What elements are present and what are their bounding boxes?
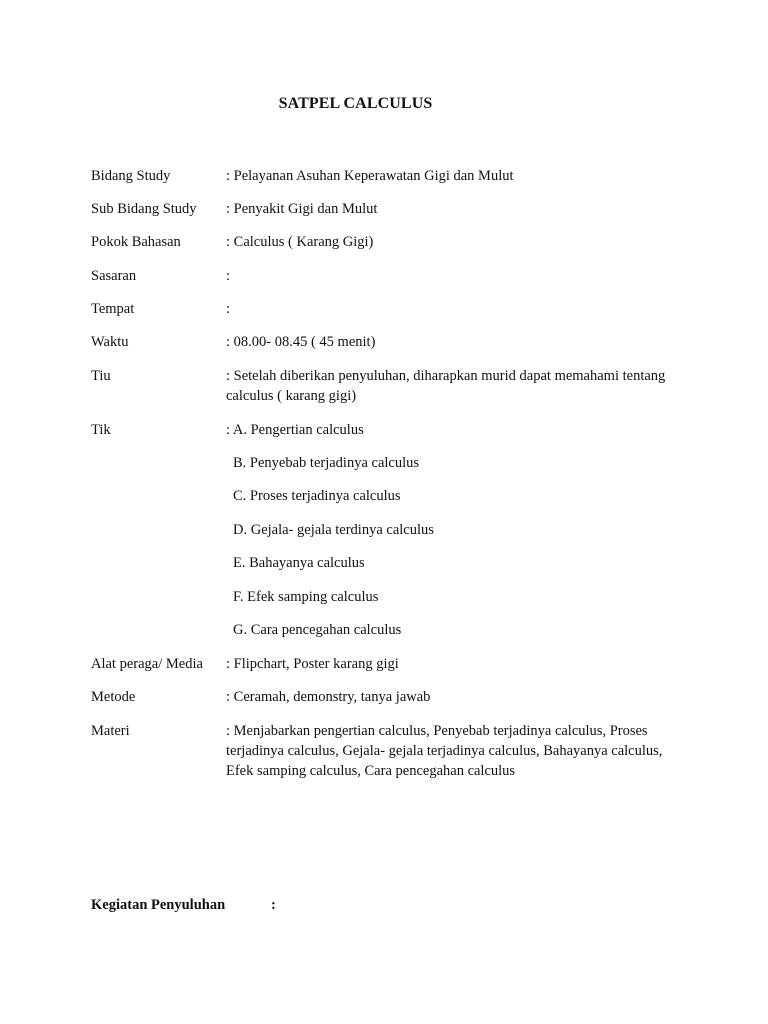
field-value: : Flipchart, Poster karang gigi bbox=[226, 656, 399, 672]
tik-list-item: E. Bahayanya calculus bbox=[233, 555, 365, 571]
field-label: Bidang Study bbox=[91, 168, 171, 184]
tik-list-item: F. Efek samping calculus bbox=[233, 589, 379, 605]
field-label: Alat peraga/ Media bbox=[91, 656, 203, 672]
field-label: Pokok Bahasan bbox=[91, 234, 181, 250]
field-value: : Calculus ( Karang Gigi) bbox=[226, 234, 374, 250]
field-value: : Penyakit Gigi dan Mulut bbox=[226, 201, 378, 217]
field-value: : Setelah diberikan penyuluhan, diharapkan murid dapat memahami tentang calculus ( karang gigi) bbox=[226, 368, 666, 404]
field-value: : Pelayanan Asuhan Keperawatan Gigi dan Mulut bbox=[226, 168, 514, 184]
field-value: : Ceramah, demonstry, tanya jawab bbox=[226, 689, 431, 705]
document-title: SATPEL CALCULUS bbox=[278, 95, 433, 112]
field-value: : Menjabarkan pengertian calculus, Penyebab terjadinya calculus, Proses terjadinya calculus, Gejala- gejala terjadinya calculus, Bahayanya calculus, Efek samping calculus, Cara pencegahan calculus bbox=[226, 723, 663, 779]
field-label: Tiu bbox=[91, 368, 111, 384]
field-label: Tik bbox=[91, 422, 111, 438]
field-label: Tempat bbox=[91, 301, 135, 317]
tik-list-item: B. Penyebab terjadinya calculus bbox=[233, 455, 420, 471]
tik-list-item: G. Cara pencegahan calculus bbox=[233, 622, 402, 638]
field-value: : A. Pengertian calculus bbox=[226, 422, 364, 438]
section-heading-colon: : bbox=[271, 897, 276, 913]
field-label: Waktu bbox=[91, 334, 129, 350]
field-label: Metode bbox=[91, 689, 136, 705]
field-value: : bbox=[226, 301, 231, 317]
field-label: Sub Bidang Study bbox=[91, 201, 197, 217]
tik-list-item: D. Gejala- gejala terdinya calculus bbox=[233, 522, 434, 538]
field-label: Materi bbox=[91, 723, 130, 739]
tik-list-item: C. Proses terjadinya calculus bbox=[233, 488, 401, 504]
field-value: : bbox=[226, 268, 231, 284]
field-value: : 08.00- 08.45 ( 45 menit) bbox=[226, 334, 376, 350]
field-label: Sasaran bbox=[91, 268, 137, 284]
section-heading-kegiatan-penyuluhan: Kegiatan Penyuluhan bbox=[91, 897, 226, 913]
